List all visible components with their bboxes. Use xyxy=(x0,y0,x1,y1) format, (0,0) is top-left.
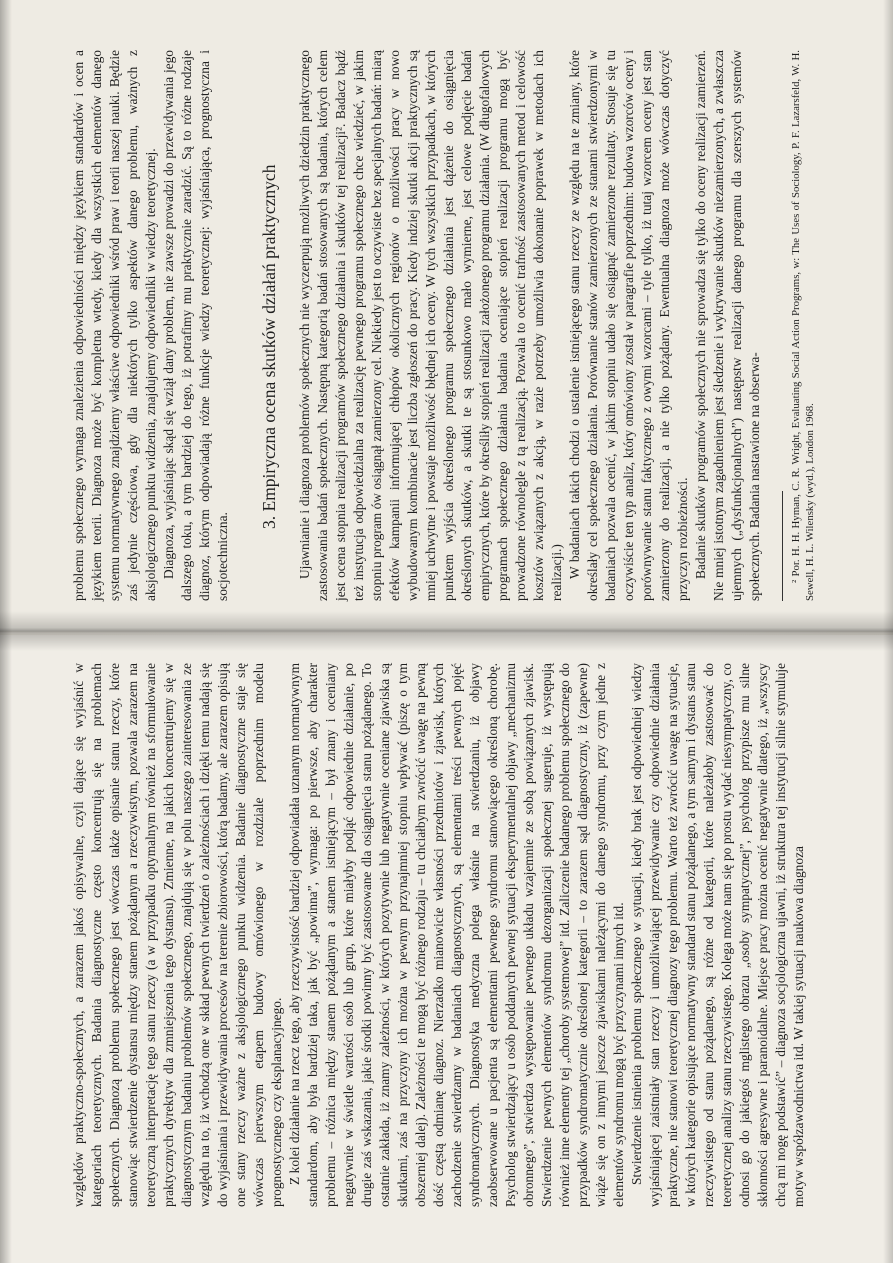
body-paragraph: Badanie skutków programów społecznych nie sprowadza się tylko do oceny realizacji zamierzeń. Nie mniej istotnym zagadnieniem jest śledzenie i wykrywanie skutków niezamierzonych, a zwłaszcza ujemnych („dysfunkcjonalnych”) następstw realizacji danego programu dla szerszych systemów społecznych. Badania nastawione na obserwa- xyxy=(693,50,762,601)
body-paragraph: Z kolei działanie na rzecz tego, aby rzeczywistość bardziej odpowiadała uznanym normatywnym standardom, aby była bardziej taka, jak być „powinna”, wymaga: po pierwsze, aby charakter problemu – różnica między stanem pożądanym a stanem istniejącym – był znany i oceniany negatywnie w świetle wartości osób lub grup, które miałyby podjąć odpowiednie działanie, po drugie zaś wskazania, jakie środki powinny być zastosowane dla osiągnięcia stanu pożądanego. To ostatnie zakłada, iż znamy zależności, w których pozytywnie lub negatywnie oceniane zjawiska są skutkami, zaś na przyczyny ich można w pewnym przynajmniej stopniu wpływać (piszę o tym obszerniej dalej). Zależności te mogą być różnego rodzaju – tu chciałbym zwrócić uwagę na pewną dość częstą odmianę diagnoz. Nierzadko mianowicie własności przedmiotów i zjawisk, których zachodzenie stwierdzamy w badaniach diagnostycznych, są elementami treści pewnych pojęć syndromatycznych. Diagnostyka medyczna polega właśnie na stwierdzaniu, iż objawy zaobserwowane u pacjenta są elementami pewnego syndromu stanowiącego określoną chorobę. Psycholog stwierdzający u osób poddanych pewnej sytuacji eksperymentalnej objawy „mechanizmu obronnego”, stwierdza występowanie pewnego układu wzajemnie ze sobą powiązanych zjawisk. Stwierdzenie pewnych elementów syndromu dezorganizacji społecznej sugeruje, iż występują również inne elementy tej „choroby systemowej” itd. Zaliczenie badanego problemu społecznego do przypadków syndromatycznie określonej kategorii – to zarazem sąd diagnostyczny, iż (zapewne) wiąże się on z innymi jeszcze zjawiskami należącymi do danego syndromu, przy czym jedne z elementów syndromu mogą być przyczynami innych itd. xyxy=(287,663,626,1207)
body-paragraph: względów praktyczno-społecznych, a zarazem jakoś opisywalne, czyli dające się wyjaśnić w kategoriach teoretycznych. Badania diagnostyczne często koncentrują się na problemach społecznych. Diagnozą problemu społecznego jest wówczas także opisanie stanu rzeczy, które stanowiąc stwierdzenie dystansu między stanem pożądanym a rzeczywistym, pozwala zarazem na teoretyczną interpretację tego stanu rzeczy (a w przypadku optymalnym również na sformułowanie praktycznych dyrektyw dla zmniejszenia tego dystansu). Zmienne, na jakich koncentrujemy się w diagnostycznym badaniu problemów społecznego, znajdują się w polu naszego zainteresowania ze względu na to, iż wchodzą one w skład pewnych twierdzeń o zależnościach i dzięki temu nadają się do wyjaśniania i przewidywania procesów na terenie zbiorowości, którą badamy, ale zarazem opisują one stany rzeczy ważne z aksjologicznego punktu widzenia. Badanie diagnostyczne staje się wówczas pierwszym etapem budowy omówionego w rozdziale poprzednim modelu prognostycznego czy eksplanacyjnego. xyxy=(71,663,284,1207)
body-paragraph: Diagnoza, wyjaśniając skąd się wziął dany problem, nie zawsze prowadzi do przewidywania jego dalszego toku, a tym bardziej do tego, iż potrafimy mu praktycznie zaradzić. Są to różne rodzaje diagnoz, którym odpowiadają różne funkcje wiedzy teoretycznej: wyjaśniająca, prognostyczna i socjotechniczna. xyxy=(161,50,230,601)
page-edge-shadow-bottom xyxy=(883,0,893,1263)
footnote-divider xyxy=(782,491,783,601)
left-page xyxy=(0,635,893,1263)
body-paragraph: problemu społecznego wymaga znalezienia odpowiedniości między językiem standardów i ocen a językiem teorii. Diagnoza może być kompletna wtedy, kiedy dla wszystkich elementów danego systemu normatywnego znajdziemy właściwe odpowiedniki wśród praw i teorii naszej nauki. Będzie zaś jedynie częściowa, gdy dla niektórych tylko aspektów danego problemu, ważnych z aksjologicznego punktu widzenia, znajdujemy odpowiedniki w wiedzy teoretycznej. xyxy=(71,50,158,601)
footnote: ² Por. H. H. Hyman, C. R. Wright, Evaluating Social Action Programs, w: The Uses of Sociology, P. F. Lazarsfeld, W. H. Sewell, H. L. Wilensky (wyd.), London 1968. xyxy=(790,50,816,601)
body-paragraph: Ujawnianie i diagnoza problemów społecznych nie wyczerpują możliwych dziedzin praktycznego zastosowania badań społecznych. Następną kategorią badań stosowanych są badania, których celem jest ocena stopnia realizacji programów społecznego działania i skutków tej realizacji². Badacz bądź też instytucja odpowiedzialna za realizację pewnego programu społecznego chce wiedzieć, w jakim stopniu program ów osiągnął zamierzony cel. Niekiedy jest to oczywiste bez specjalnych badań: miarą efektów kampanii informującej chłopów okolicznych regionów o możliwości pracy w nowo wybudowanym kombinacie jest liczba zgłoszeń do pracy. Kiedy indziej skutki akcji praktycznych są mniej uchwytne i powstaje możliwość błędnej ich oceny. W tych wszystkich przypadkach, w których punktem wyjścia określonego programu społecznego działania jest dążenie do osiągnięcia określonych skutków, a skutki te są stosunkowo mało wymierne, jest celowe podjęcie badań empirycznych, które by określiły stopień realizacji założonego programu działania. (W długofalowych programach społecznego działania badania oceniające stopień realizacji programu mogą być prowadzone równolegle z tą realizacją. Pozwala to ocenić trafność zastosowanych metod i celowość kosztów związanych z akcją, w razie potrzeby umożliwia dokonanie poprawek w metodach ich realizacji.) xyxy=(297,50,564,601)
section-heading: 3. Empiryczna ocena skutków działań praktycznych xyxy=(259,164,279,529)
page-edge-shadow xyxy=(0,0,12,1263)
body-paragraph: Stwierdzenie istnienia problemu społecznego w sytuacji, kiedy brak jest odpowiedniej wiedzy wyjaśniającej zaistniały stan rzeczy i umożliwiającej przewidywanie czy odpowiednie działania praktyczne, nie stanowi teoretycznej diagnozy tego problemu. Warto też zwrócić uwagę na sytuacje, w których kategorie opisujące normatywny standard stanu pożądanego, a tym samym i dystans stanu rzeczywistego od stanu pożądanego, są różne od kategorii, które należałoby zastosować do teoretycznej analizy stanu rzeczywistego. Kolega może nam się po prostu wydać niesympatyczny, co odnosi go do jakiegoś mglistego obrazu „osoby sympatycznej”, psycholog przypisze mu silne skłonności agresywne i paranoidalne. Miejsce pracy można ocenić negatywnie dlatego, iż „wszyscy chcą mi nogę podstawić” – diagnoza socjologiczna ujawni, iż struktura tej instytucji silnie stymuluje motyw współzawodnictwa itd. W takiej sytuacji naukowa diagnoza xyxy=(629,663,806,1207)
body-paragraph: W badaniach takich chodzi o ustalenie istniejącego stanu rzeczy ze względu na te zmiany, które określały cel społecznego działania. Porównanie stanów zamierzonych ze stanami stwierdzonymi w badaniach pozwala ocenić, w jakim stopniu udało się osiągnąć zamierzone rezultaty. Stosuje się tu oczywiście ten typ analiz, który omówiony został w paragrafie poprzednim: budowa wzorców oceny i porównywanie stanu faktycznego z owymi wzorcami – tyle tylko, iż tutaj wzorcem oceny jest stan zamierzony do realizacji, a nie tylko pożądany. Ewentualna diagnoza może wówczas dotyczyć przyczyn rozbieżności. xyxy=(567,50,690,601)
right-page xyxy=(0,0,893,631)
